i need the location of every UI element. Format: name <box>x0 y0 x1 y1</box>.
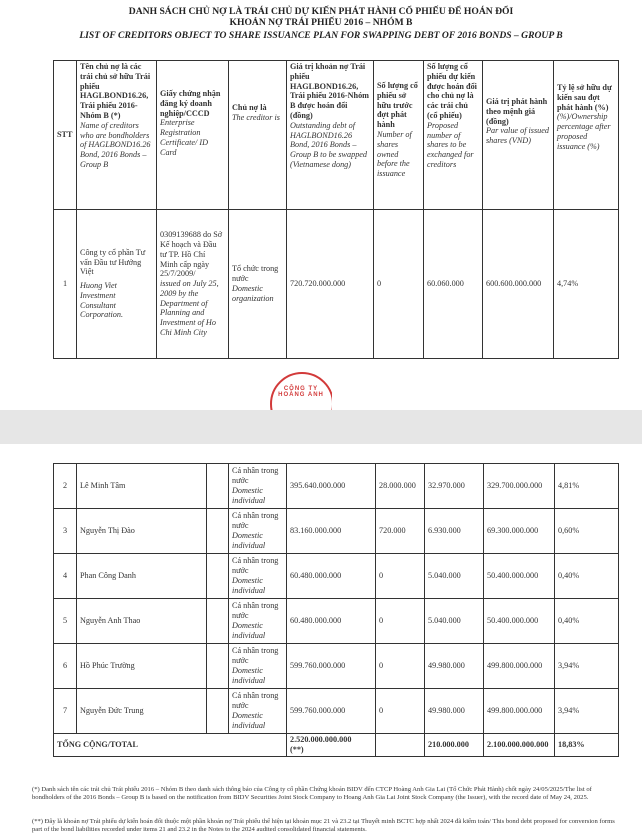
row-cert <box>157 210 229 359</box>
total-shares: 210.000.000 <box>425 734 484 757</box>
row-name: Hồ Phúc Trường <box>77 644 207 689</box>
total-debt-note: (**) <box>290 745 304 754</box>
row-blank <box>207 644 229 689</box>
row-name: Nguyễn Thị Đào <box>77 509 207 554</box>
header-name-vi: Tên chủ nợ là các trái chủ sở hữu Trái phiếu HAGLBOND16.26, Trái phiếu 2016-Nhóm B (*) <box>80 62 151 120</box>
row-type <box>229 210 287 359</box>
row-par: 329.700.000.000 <box>484 464 555 509</box>
total-par: 2.100.000.000.000 <box>484 734 555 757</box>
row-type-en: Domestic individual <box>232 666 266 685</box>
row-blank <box>207 509 229 554</box>
title-line-2: KHOẢN NỢ TRÁI PHIẾU 2016 – NHÓM B <box>229 17 413 28</box>
header-pct <box>554 61 619 210</box>
title-line-1: DANH SÁCH CHỦ NỢ LÀ TRÁI CHỦ DỰ KIẾN PHÁT HÀNH CỔ PHIẾU ĐỂ HOÁN ĐỔI <box>128 6 514 17</box>
row-type-vi: Cá nhân trong nước <box>232 646 279 666</box>
table-row <box>54 464 619 509</box>
row-type <box>229 644 287 689</box>
row-shares: 60.060.000 <box>424 210 483 359</box>
row-name: Phan Công Danh <box>77 554 207 599</box>
creditors-table-top <box>53 60 619 359</box>
header-cert-en: Enterprise Registration Certificate/ ID Card <box>160 118 208 157</box>
row-stt: 6 <box>54 644 77 689</box>
header-name-en: Name of creditors who are bondholders of HAGLBOND16.26 Bond, 2016 Bonds – Group B <box>80 120 151 169</box>
row-type-en: Domestic individual <box>232 531 266 550</box>
footnote-2: (**) Đây là khoản nợ Trái phiếu dự kiến hoán đổi thuộc một phần khoản nợ Trái phiếu thể hiện tại khoản mục 21 và 23.2 tại Thuyết minh BCTC hợp nhất 2024 đã kiểm toán/ This bond debt proposed for conversion forms part of the bond liabilities recorded under items 21 and 23.2 in the Notes to the 2024 audited consolidated financial statements. <box>32 818 615 833</box>
row-name-en: Huong Viet Investment Consultant Corporation. <box>80 281 123 320</box>
header-type <box>229 61 287 210</box>
row-owned: 0 <box>376 644 425 689</box>
table-row <box>54 689 619 734</box>
total-debt-value: 2.520.000.000.000 <box>290 735 352 745</box>
row-type <box>229 689 287 734</box>
header-par <box>483 61 554 210</box>
header-shares <box>424 61 483 210</box>
row-shares: 6.930.000 <box>425 509 484 554</box>
row-par: 50.400.000.000 <box>484 554 555 599</box>
row-stt: 2 <box>54 464 77 509</box>
page-break-gap <box>0 410 642 444</box>
row-pct: 0,40% <box>555 599 619 644</box>
creditors-table-bottom <box>53 463 619 757</box>
header-type-en: The creditor is <box>232 112 280 122</box>
header-debt-en: Outstanding debt of HAGLBOND16.26 Bond, 2016 Bonds – Group B to be swapped (Vietnamese dong) <box>290 120 368 169</box>
table-row <box>54 644 619 689</box>
header-owned-en: Number of shares owned before the issuance <box>377 129 412 179</box>
row-name-vi: Công ty cổ phần Tư vấn Đầu tư Hướng Việt <box>80 247 146 277</box>
row-debt: 599.760.000.000 <box>287 689 376 734</box>
row-owned: 0 <box>376 554 425 599</box>
total-row <box>54 734 619 757</box>
row-blank <box>207 464 229 509</box>
row-shares: 49.980.000 <box>425 689 484 734</box>
header-name <box>77 61 157 210</box>
row-shares: 49.980.000 <box>425 644 484 689</box>
row-owned: 0 <box>376 689 425 734</box>
header-owned <box>374 61 424 210</box>
row-type-en: Domestic individual <box>232 486 266 505</box>
row-debt: 60.480.000.000 <box>287 599 376 644</box>
header-owned-vi: Số lượng cổ phiếu sở hữu trước đợt phát hành <box>377 81 418 130</box>
row-type <box>229 509 287 554</box>
row-stt: 5 <box>54 599 77 644</box>
row-debt: 599.760.000.000 <box>287 644 376 689</box>
row-par: 499.800.000.000 <box>484 689 555 734</box>
row-shares: 32.970.000 <box>425 464 484 509</box>
row-type-vi: Tổ chức trong nước <box>232 264 279 284</box>
row-blank <box>207 554 229 599</box>
row-type-vi: Cá nhân trong nước <box>232 601 279 621</box>
row-debt: 60.480.000.000 <box>287 554 376 599</box>
total-owned <box>376 734 425 757</box>
header-pct-vi: Tỷ lệ sở hữu dự kiến sau đợt phát hành (%) <box>557 83 612 112</box>
row-pct: 0,60% <box>555 509 619 554</box>
row-type-vi: Cá nhân trong nước <box>232 511 279 531</box>
row-shares: 5.040.000 <box>425 599 484 644</box>
row-par: 499.800.000.000 <box>484 644 555 689</box>
total-label: TỔNG CỘNG/TOTAL <box>54 734 287 757</box>
row-par: 50.400.000.000 <box>484 599 555 644</box>
header-stt: STT <box>54 61 77 210</box>
row-type-en: Domestic individual <box>232 621 266 640</box>
header-type-vi: Chủ nợ là <box>232 103 267 112</box>
row-pct: 3,94% <box>555 644 619 689</box>
stamp-text: CÔNG TY HOÀNG ANH <box>278 386 324 398</box>
table-header-row <box>54 61 619 210</box>
header-debt <box>287 61 374 210</box>
title-line-3: LIST OF CREDITORS OBJECT TO SHARE ISSUANCE PLAN FOR SWAPPING DEBT OF 2016 BONDS – GROUP B <box>79 30 563 41</box>
rows-body <box>54 464 619 734</box>
row-cert-vi: 0309139688 do Sở Kế hoạch và Đầu tư TP. Hồ Chí Minh cấp ngày 25/7/2009/ <box>160 230 223 279</box>
row-owned: 28.000.000 <box>376 464 425 509</box>
row-pct: 4,81% <box>555 464 619 509</box>
header-par-vi: Giá trị phát hành theo mệnh giá (đồng) <box>486 97 548 126</box>
row-stt: 1 <box>54 210 77 359</box>
row-name: Lê Minh Tâm <box>77 464 207 509</box>
table-row <box>54 599 619 644</box>
header-debt-vi: Giá trị khoản nợ Trái phiếu HAGLBOND16.26, Trái phiếu 2016-Nhóm B được hoán đổi (đồng) <box>290 62 369 120</box>
row-type <box>229 599 287 644</box>
row-debt: 83.160.000.000 <box>287 509 376 554</box>
row-blank <box>207 689 229 734</box>
row-owned: 720.000 <box>376 509 425 554</box>
total-pct: 18,83% <box>555 734 619 757</box>
footnote-1: (*) Danh sách tên các trái chủ Trái phiếu 2016 – Nhóm B theo danh sách thông báo của Công ty cổ phần Chứng khoán BIDV đến CTCP Hoàng Anh Gia Lai (Tổ Chức Phát Hành) chốt ngày 24/05/2025/The list of bondholders of the 2016 Bonds – Group B is based on the notification from BIDV Securities Joint Stock Company to Hoang Anh Gia Lai Joint Stock Company (the Issuer), with the record date of May 24, 2025. <box>32 786 592 801</box>
row-type <box>229 554 287 599</box>
row-name: Nguyễn Đức Trung <box>77 689 207 734</box>
row-debt: 395.640.000.000 <box>287 464 376 509</box>
row-blank <box>207 599 229 644</box>
row-type-en: Domestic individual <box>232 711 266 730</box>
row-par: 600.600.000.000 <box>483 210 554 359</box>
row-owned: 0 <box>374 210 424 359</box>
header-pct-en: (%)/Ownership percentage after proposed issuance (%) <box>557 112 611 151</box>
row-cert-en: issued on July 25, 2009 by the Department of Planning and Investment of Ho Chi Minh City <box>160 279 219 338</box>
total-debt <box>287 734 376 757</box>
row-type-vi: Cá nhân trong nước <box>232 466 279 486</box>
header-cert <box>157 61 229 210</box>
row-pct: 4,74% <box>554 210 619 359</box>
table-row <box>54 554 619 599</box>
row-name: Nguyễn Anh Thao <box>77 599 207 644</box>
table-row <box>54 210 619 359</box>
row-type-en: Domestic organization <box>232 284 274 303</box>
company-stamp <box>270 372 332 410</box>
row-owned: 0 <box>376 599 425 644</box>
header-shares-en: Proposed number of shares to be exchanged for creditors <box>427 120 474 169</box>
header-par-en: Par value of issued shares (VND) <box>486 126 549 146</box>
header-cert-vi: Giấy chứng nhận đăng ký doanh nghiệp/CCCD <box>160 89 221 118</box>
row-debt: 720.720.000.000 <box>287 210 374 359</box>
page-2-top <box>0 444 642 462</box>
row-pct: 0,40% <box>555 554 619 599</box>
table-row <box>54 509 619 554</box>
row-stt: 4 <box>54 554 77 599</box>
row-type-en: Domestic individual <box>232 576 266 595</box>
row-par: 69.300.000.000 <box>484 509 555 554</box>
row-type <box>229 464 287 509</box>
row-type-vi: Cá nhân trong nước <box>232 691 279 711</box>
row-stt: 7 <box>54 689 77 734</box>
header-shares-vi: Số lượng cổ phiếu dự kiến được hoán đổi cho chủ nợ là các trái chủ (cổ phiếu) <box>427 62 477 120</box>
row-name <box>77 210 157 359</box>
row-pct: 3,94% <box>555 689 619 734</box>
row-shares: 5.040.000 <box>425 554 484 599</box>
row-type-vi: Cá nhân trong nước <box>232 556 279 576</box>
row-stt: 3 <box>54 509 77 554</box>
